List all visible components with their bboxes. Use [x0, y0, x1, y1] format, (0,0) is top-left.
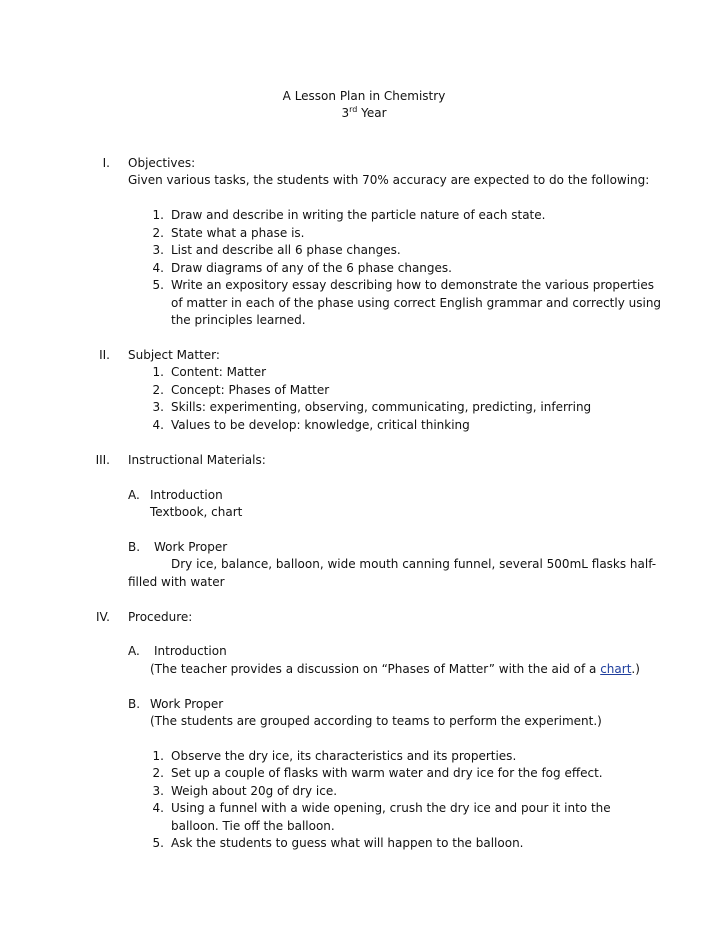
section-numeral: III.	[95, 453, 110, 467]
list-item: Ask the students to guess what will happen to the balloon.	[171, 836, 524, 850]
materials-heading: Instructional Materials:	[128, 453, 266, 467]
subsection-text: (The teacher provides a discussion on “Phases of Matter” with the aid of a chart.)	[150, 662, 640, 676]
list-item-continuation: balloon. Tie off the balloon.	[171, 819, 335, 833]
subject-heading: Subject Matter:	[128, 348, 220, 362]
list-item: Values to be develop: knowledge, critical thinking	[171, 418, 470, 432]
list-number: 1.	[152, 208, 164, 222]
subsection-label: A.	[128, 488, 140, 502]
list-number: 1.	[152, 749, 164, 763]
document-subtitle: 3rd Year	[341, 105, 387, 120]
subsection-text: Dry ice, balance, balloon, wide mouth canning funnel, several 500mL flasks half-	[171, 557, 657, 571]
list-number: 2.	[152, 226, 164, 240]
section-numeral: I.	[102, 156, 110, 170]
objectives-intro: Given various tasks, the students with 70% accuracy are expected to do the following:	[128, 173, 650, 187]
list-item: Draw diagrams of any of the 6 phase changes.	[171, 261, 452, 275]
list-number: 4.	[152, 801, 164, 815]
subsection-title: Work Proper	[150, 697, 224, 711]
list-number: 4.	[152, 418, 164, 432]
list-number: 3.	[152, 784, 164, 798]
subsection-label: B.	[128, 540, 141, 554]
section-numeral: IV.	[95, 610, 110, 624]
list-number: 3.	[152, 400, 164, 414]
subsection-text: (The students are grouped according to teams to perform the experiment.)	[150, 714, 602, 728]
list-number: 5.	[152, 278, 164, 292]
subsection-text: Textbook, chart	[150, 505, 243, 519]
list-item: Weigh about 20g of dry ice.	[171, 784, 338, 798]
subsection-text-continuation: filled with water	[128, 575, 225, 589]
list-item: Write an expository essay describing how to demonstrate the various properties	[171, 278, 654, 292]
list-item: Skills: experimenting, observing, communicating, predicting, inferring	[171, 400, 592, 414]
list-item: Concept: Phases of Matter	[171, 383, 330, 397]
subsection-title: Work Proper	[154, 540, 228, 554]
chart-link[interactable]: chart	[600, 662, 632, 676]
subsection-title: Introduction	[154, 644, 227, 658]
list-item: Using a funnel with a wide opening, crush the dry ice and pour it into the	[171, 801, 611, 815]
list-number: 4.	[152, 261, 164, 275]
subsection-label: A.	[128, 644, 140, 658]
list-number: 5.	[152, 836, 164, 850]
list-number: 3.	[152, 243, 164, 257]
list-number: 2.	[152, 766, 164, 780]
list-item: Observe the dry ice, its characteristics and its properties.	[171, 749, 517, 763]
list-item: List and describe all 6 phase changes.	[171, 243, 401, 257]
objectives-heading: Objectives:	[128, 156, 196, 170]
list-item: Content: Matter	[171, 365, 267, 379]
section-numeral: II.	[99, 348, 110, 362]
document-title: A Lesson Plan in Chemistry	[282, 89, 446, 103]
list-number: 1.	[152, 365, 164, 379]
subsection-label: B.	[128, 697, 141, 711]
list-item: Draw and describe in writing the particle nature of each state.	[171, 208, 546, 222]
procedure-heading: Procedure:	[128, 610, 193, 624]
list-item: State what a phase is.	[171, 226, 305, 240]
list-item: Set up a couple of flasks with warm water and dry ice for the fog effect.	[171, 766, 603, 780]
subsection-title: Introduction	[150, 488, 223, 502]
list-item-continuation: the principles learned.	[171, 313, 306, 327]
list-number: 2.	[152, 383, 164, 397]
list-item-continuation: of matter in each of the phase using correct English grammar and correctly using	[171, 296, 662, 310]
